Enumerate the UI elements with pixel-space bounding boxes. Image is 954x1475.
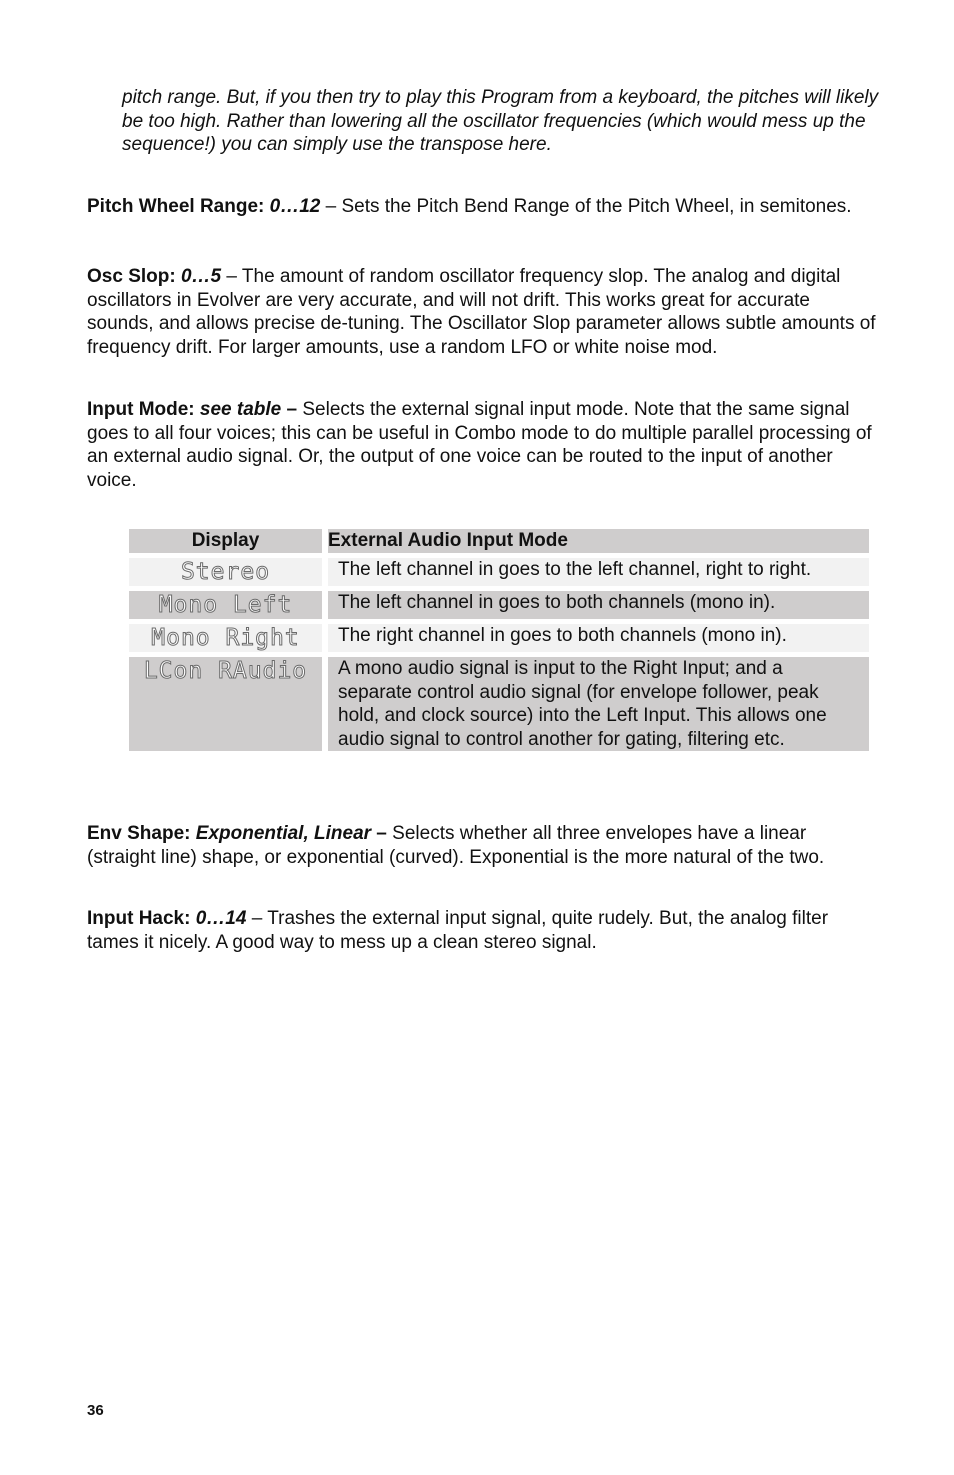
input-mode-table <box>129 524 869 756</box>
table-row <box>129 624 869 652</box>
lcd-display-text: Stereo <box>180 559 271 585</box>
env-shape-text: Selects whether all three envelopes have a linear (straight line) shape, or exponential (curved). Exponential is the more natural of the two. <box>87 823 825 868</box>
input-hack-range: 0…14 <box>195 908 247 929</box>
osc-slop-paragraph <box>87 265 877 359</box>
lcd-display-cell <box>129 657 322 751</box>
table-row <box>129 591 869 619</box>
lcd-display-text: LCon RAudio <box>143 658 308 684</box>
input-mode-range: see table <box>199 399 282 420</box>
input-mode-term: Input Mode: <box>87 399 195 420</box>
env-shape-paragraph <box>87 822 877 869</box>
mode-description: The right channel in goes to both channels (mono in). <box>328 624 869 652</box>
lcd-display-text: Mono Right <box>151 625 300 651</box>
input-hack-term: Input Hack: <box>87 908 191 929</box>
env-shape-term: Env Shape: <box>87 823 191 844</box>
mode-description: A mono audio signal is input to the Right Input; and a separate control audio signal (for envelope follower, peak hold, and clock source) into the Left Input. This allows one audio signal to control another for gating, filtering etc. <box>328 657 869 751</box>
lcd-display-cell <box>129 591 322 619</box>
input-hack-paragraph <box>87 907 877 954</box>
osc-slop-term: Osc Slop: <box>87 266 176 287</box>
table-row <box>129 558 869 586</box>
env-shape-dash: – <box>371 823 387 844</box>
display-column-header: Display <box>129 529 322 553</box>
pitch-wheel-term: Pitch Wheel Range: <box>87 196 265 217</box>
lcd-display-text: Mono Left <box>158 592 293 618</box>
osc-slop-range: 0…5 <box>180 266 222 287</box>
pitch-wheel-text: – Sets the Pitch Bend Range of the Pitch Wheel, in semitones. <box>320 196 852 217</box>
mode-description: The left channel in goes to both channels (mono in). <box>328 591 869 619</box>
env-shape-range: Exponential, Linear <box>195 823 372 844</box>
lcd-display-cell <box>129 558 322 586</box>
input-mode-text: Selects the external signal input mode. Note that the same signal goes to all four voices; this can be useful in Combo mode to do multiple parallel processing of an external audio signal. Or, the output of one voice can be routed to the input of another voice. <box>87 399 872 491</box>
page-number: 36 <box>87 1402 104 1419</box>
pitch-wheel-range: 0…12 <box>269 196 321 217</box>
mode-column-header: External Audio Input Mode <box>328 529 869 553</box>
lcd-display-cell <box>129 624 322 652</box>
intro-paragraph: pitch range. But, if you then try to play this Program from a keyboard, the pitches will likely be too high. Rather than lowering all the oscillator frequencies (which would mess up the sequence!) you can simply use the transpose here. <box>122 87 879 155</box>
input-mode-paragraph <box>87 398 877 492</box>
pitch-wheel-range-paragraph <box>87 195 877 219</box>
mode-description: The left channel in goes to the left channel, right to right. <box>328 558 869 586</box>
osc-slop-text: – The amount of random oscillator frequency slop. The analog and digital oscillators in Evolver are very accurate, and will not drift. This works great for accurate sounds, and allows precise de-tuning. The Oscillator Slop parameter allows subtle amounts of frequency drift. For larger amounts, use a random LFO or white noise mod. <box>87 266 876 358</box>
input-mode-dash: – <box>281 399 298 420</box>
input-hack-text: – Trashes the external input signal, quite rudely. But, the analog filter tames it nicely. A good way to mess up a clean stereo signal. <box>87 908 829 953</box>
table-row <box>129 657 869 751</box>
table-header-row <box>129 529 869 553</box>
